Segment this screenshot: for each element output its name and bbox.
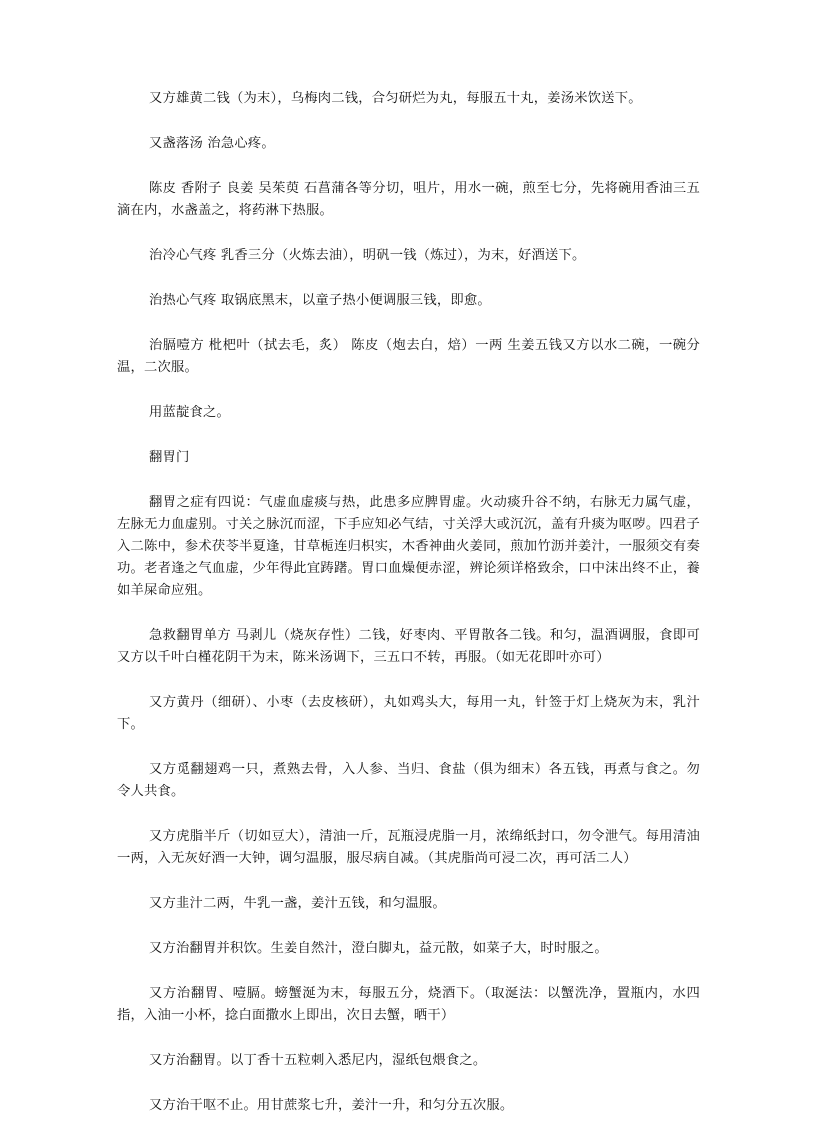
paragraph-tiger-fat-recipe: 又方虎脂半斤（切如豆大），清油一斤，瓦瓶浸虎脂一月，浓绵纸封口，勿令泄气。每用清油一两，入无灰好酒一大钟，调匀温服，服尽病自减。（其虎脂尚可浸二次，再可活二人）: [117, 829, 700, 866]
document-page: [117, 88, 700, 1140]
paragraph-indigo: 用蓝靛食之。: [149, 405, 230, 420]
paragraph-crab-recipe: 又方治翻胃、噎膈。螃蟹涎为末，每服五分，烧酒下。（取涎法：以蟹洗净，置瓶内，水四指，入油一小杯，捻白面撒水上即出，次日去蟹，晒干）: [117, 986, 700, 1023]
paragraph-emergency-single-recipe: 急救翻胃单方 马剥儿（烧灰存性）二钱，好枣肉、平胃散各二钱。和匀，温酒调服，食即可又方以千叶白槿花阴干为末，陈米汤调下，三五口不转，再服。（如无花即叶亦可）: [117, 628, 700, 665]
paragraph-chicken-recipe: 又方觅翻翅鸡一只，煮熟去骨，入人参、当归、食盐（俱为细末）各五钱，再煮与食之。勿令人共食。: [117, 762, 700, 799]
paragraph-xionghuang-pill: 又方雄黄二钱（为末），乌梅肉二钱，合匀研烂为丸，每服五十丸，姜汤米饮送下。: [149, 91, 642, 106]
paragraph-zhanluo-decoction: 又盏落汤 治急心疼。: [149, 136, 275, 151]
paragraph-chenpi-recipe: 陈皮 香附子 良姜 吴茱萸 石菖蒲各等分切，咀片，用水一碗，煎至七分，先将碗用香油三五滴在内，水盏盖之，将药淋下热服。: [117, 181, 700, 218]
section-heading-fanwei: 翻胃门: [149, 450, 190, 465]
paragraph-geye-recipe: 治膈噎方 枇杷叶（拭去毛，炙） 陈皮（炮去白，焙）一两 生姜五钱又方以水二碗，一碗分温，二次服。: [117, 338, 700, 375]
paragraph-hot-heart-pain: 治热心气疼 取锅底黑末，以童子热小便调服三钱，即愈。: [149, 293, 491, 308]
paragraph-huangdan-recipe: 又方黄丹（细研）、小枣（去皮核研），丸如鸡头大，每用一丸，针签于灯上烧灰为末，乳汁下。: [117, 695, 700, 732]
paragraph-leek-juice-recipe: 又方韭汁二两，牛乳一盏，姜汁五钱，和匀温服。: [149, 896, 446, 911]
paragraph-fanwei-theory: 翻胃之症有四说：气虚血虚痰与热，此患多应脾胃虚。火动痰升谷不纳，右脉无力属气虚，左脉无力血虚别。寸关之脉沉而涩，下手应知必气结，寸关浮大或沉沉，盖有升痰为呕哕。四君子入二陈中，参术茯苓半夏逢，甘草栀连归枳实，木香神曲火姜同，煎加竹沥并姜汁，一服须交有奏功。老者逢之气血虚，少年得此宜踌躇。胃口血燥便赤涩，辨论须详格致余，口中沫出终不止，養如羊屎命应殂。: [117, 495, 700, 598]
paragraph-ginger-juice-recipe: 又方治翻胃并积饮。生姜自然汁，澄白脚丸，益元散，如菜子大，时时服之。: [149, 941, 608, 956]
paragraph-cold-heart-pain: 治冷心气疼 乳香三分（火炼去油），明矾一钱（炼过），为末，好酒送下。: [149, 248, 586, 263]
paragraph-clove-recipe: 又方治翻胃。以丁香十五粒刺入悉尼内，湿纸包煨食之。: [149, 1053, 487, 1068]
paragraph-sugarcane-recipe: 又方治干呕不止。用甘蔗浆七升，姜汁一升，和匀分五次服。: [149, 1098, 514, 1113]
